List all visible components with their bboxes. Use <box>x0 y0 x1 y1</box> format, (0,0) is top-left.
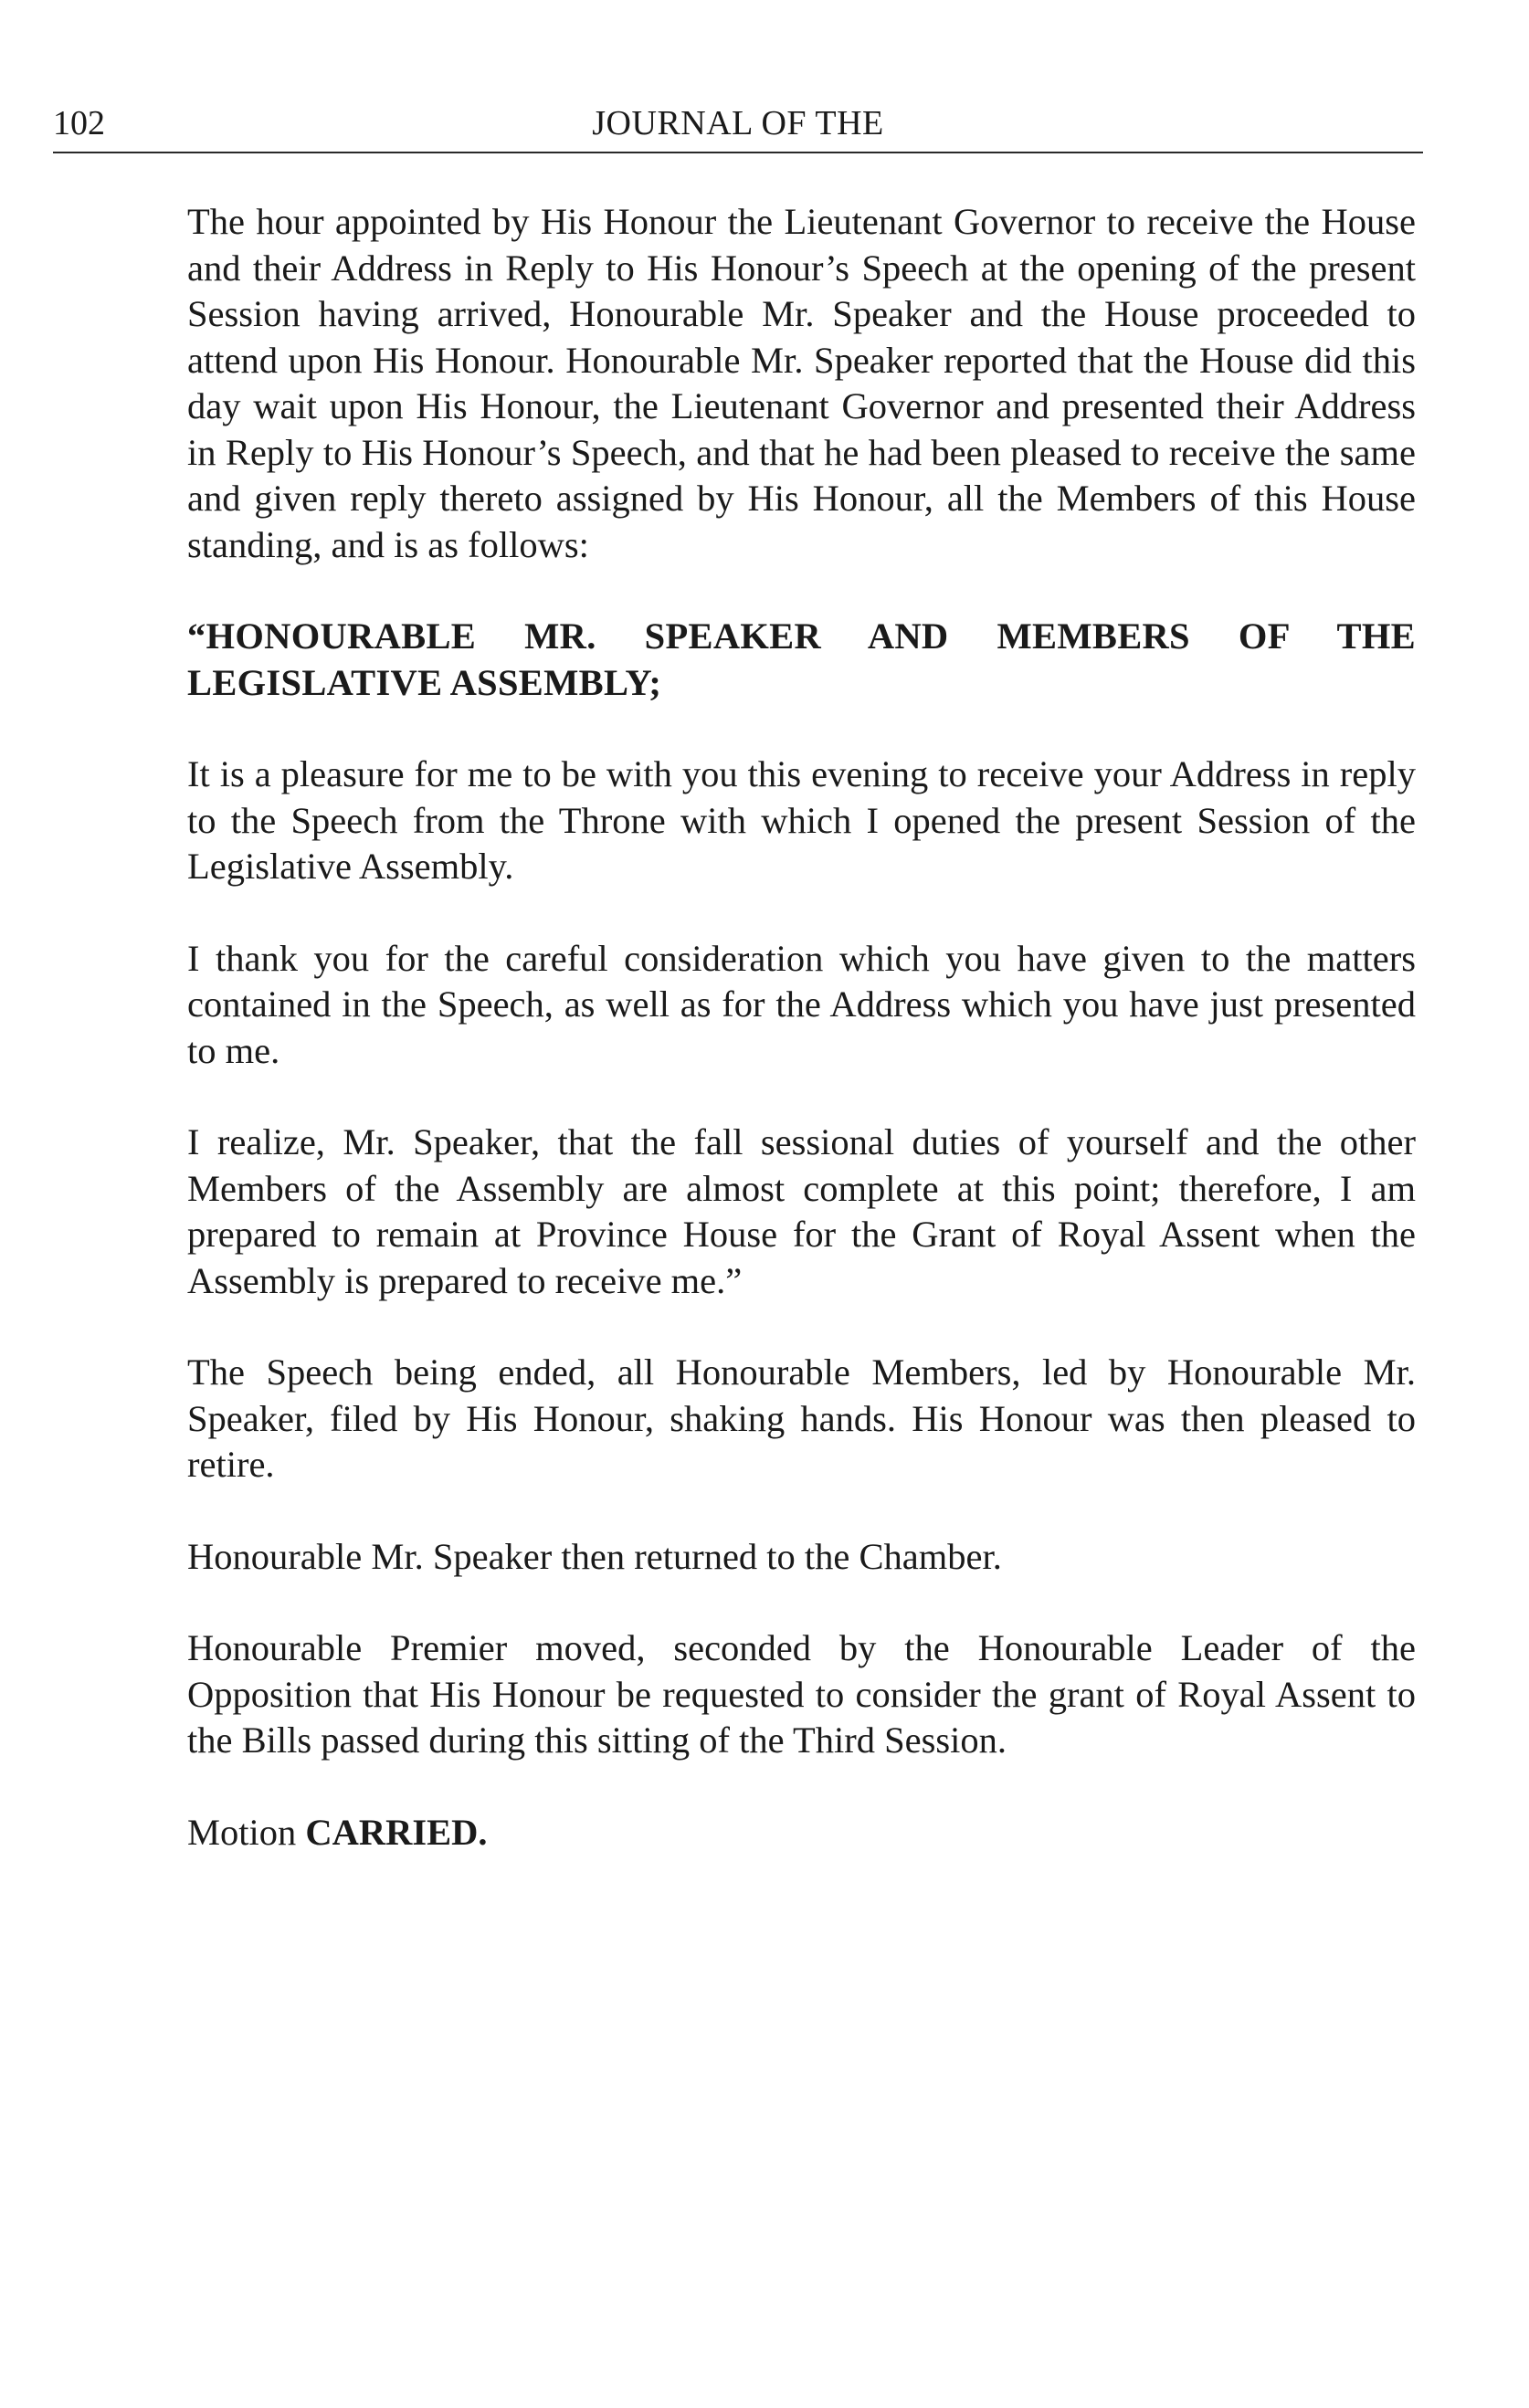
motion-result: CARRIED. <box>305 1811 488 1853</box>
paragraph-speech-ended: The Speech being ended, all Honourable Members, led by Honourable Mr. Speaker, filed by His Honour, shaking hands. His Honour was then pleased to retire. <box>187 1351 1416 1485</box>
page-number: 102 <box>53 104 105 142</box>
paragraph-pleasure: It is a pleasure for me to be with you this evening to receive your Address in reply to the Speech from the Throne with which I opened the present Session of the Legislative Assembly. <box>187 753 1416 887</box>
paragraph-premier-moved: Honourable Premier moved, seconded by the Honourable Leader of the Opposition that His Honour be requested to consider the grant of Royal Assent to the Bills passed during this sitting of the Third Session. <box>187 1627 1416 1761</box>
running-header <box>53 100 1423 153</box>
salutation-heading: “HONOURABLE MR. SPEAKER AND MEMBERS OF THE LEGISLATIVE ASSEMBLY; <box>187 615 1416 703</box>
motion-line <box>187 1810 1416 1856</box>
paragraph-thank-you: I thank you for the careful consideration which you have given to the matters contained in the Speech, as well as for the Address which you have just presented to me. <box>187 937 1416 1071</box>
motion-prefix: Motion <box>187 1811 297 1853</box>
journal-body <box>187 199 1416 1856</box>
journal-title: JOURNAL OF THE <box>592 104 884 142</box>
paragraph-hour-appointed: The hour appointed by His Honour the Lieutenant Governor to receive the House and their Address in Reply to His Honour’s Speech at the opening of the present Session having arrived, Honourable Mr. Speaker and the House proceeded to attend upon His Honour. Honourable Mr. Speaker reported that the House did this day wait upon His Honour, the Lieutenant Governor and presented their Address in Reply to His Honour’s Speech, and that he had been pleased to receive the same and given reply thereto assigned by His Honour, all the Members of this House standing, and is as follows: <box>187 201 1416 565</box>
paragraph-realize: I realize, Mr. Speaker, that the fall sessional duties of yourself and the other Members of the Assembly are almost complete at this point; therefore, I am prepared to remain at Province House for the Grant of Royal Assent when the Assembly is prepared to receive me.” <box>187 1121 1416 1301</box>
paragraph-returned: Honourable Mr. Speaker then returned to the Chamber. <box>187 1535 1002 1577</box>
